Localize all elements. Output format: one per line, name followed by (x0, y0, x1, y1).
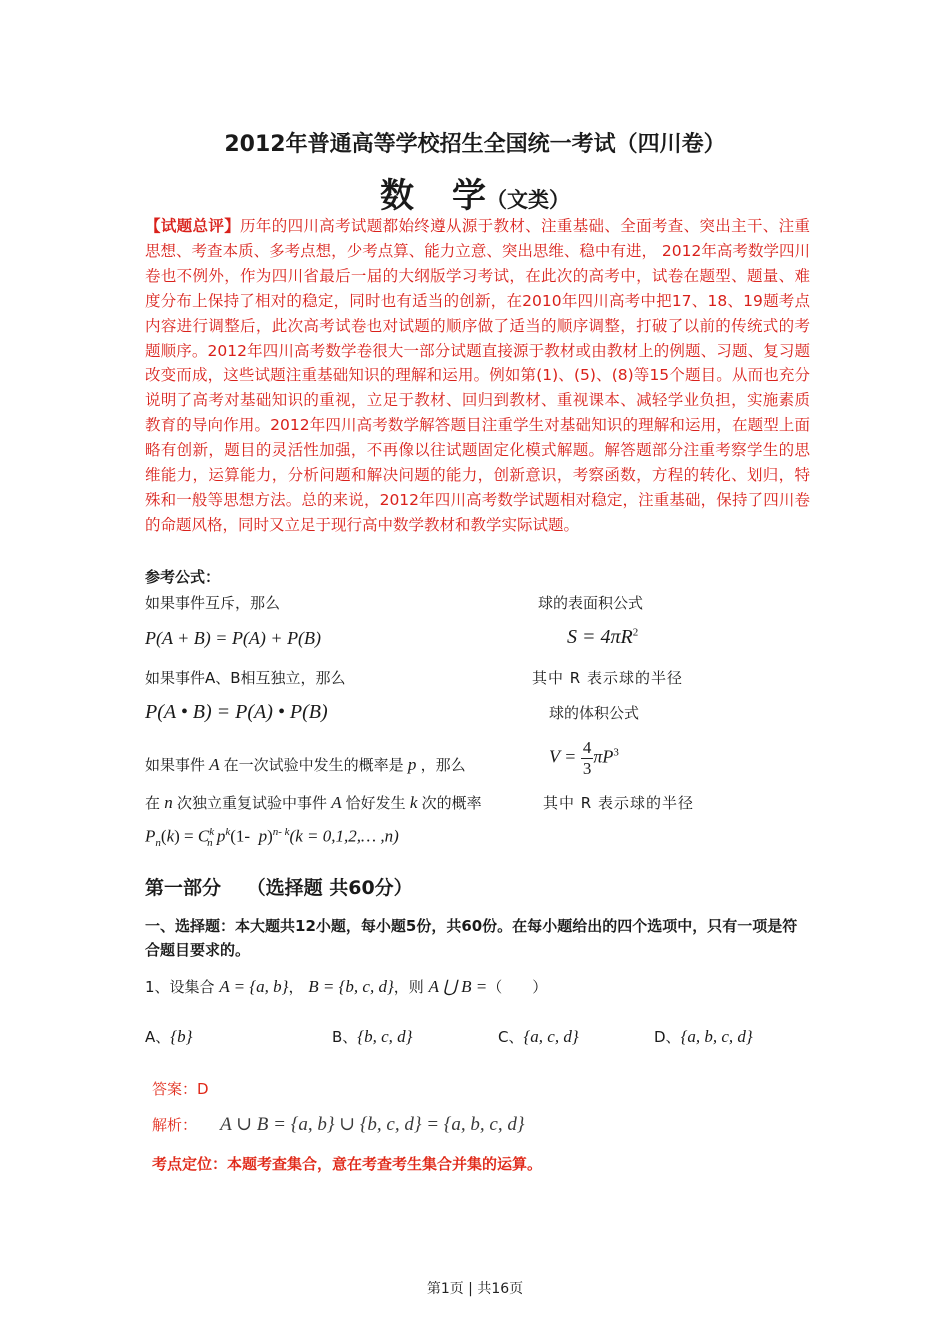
option-value: {b, c, d} (357, 1027, 413, 1046)
review-label: 【试题总评】 (145, 217, 241, 235)
page-footer: 第1页 | 共16页 (426, 1281, 524, 1297)
review-text: 历年的四川高考试题都始终遵从源于教材、注重基础、全面考查、突出主干、注重思想、考查本质、多考点想，少考点算、能力立意、突出思维、稳中有进， 2012年高考数学四川卷也不例外，作为四川省最后一届的大纲版学习考试，在此次的高考中，试卷在题型、题量、难度分布上保持了相对的稳定，同时也有适当的创新，在2010年四川高考中把17、18、19题考点内容进行调整后，此次高考试卷也对试题的顺序做了适当的顺序调整，打破了以前的传统式的考题顺序。2012年四川高考数学卷很大一部分试题直接源于教材或由教材上的例题、习题、复习题改变而成，这些试题注重基础知识的理解和运用。例如第(1)、(5)、(8)等15个题目。从而也充分说明了高考对基础知识的重视，立足于教材、回归到教材、重视课本、减轻学业负担，实施素质教育的导向作用。2012年四川高考数学解答题目注重学生对基础知识的理解和运用，在题型上面略有创新，题目的灵活性加强，不再像以往试题固定化模式解题。解答题部分注重考察学生的思维能力，运算能力，分析问题和解决问题的能力，创新意识，考察函数，方程的转化、划归，特殊和一般等思想方法。总的来说，2012年四川高考数学试题相对稳定，注重基础，保持了四川卷的命题风格，同时又立足于现行高中数学教材和教学实际试题。 (145, 217, 810, 534)
exam-review-paragraph (145, 214, 810, 538)
q1-set-b: B = {b, c, d} (308, 977, 394, 996)
subject-char-1: 数 (380, 176, 414, 216)
volume-fraction (581, 738, 594, 779)
analysis-math: A ∪ B = {a, b} ∪ {b, c, d} = {a, b, c, d} (220, 1114, 525, 1135)
volume-denominator: 3 (582, 759, 592, 778)
volume-lhs: V = (549, 746, 577, 767)
q1-analysis (152, 1113, 524, 1136)
sphere-surface-label: 球的表面积公式 (538, 594, 644, 612)
single-trial-text: 如果事件 A 在一次试验中发生的概率是 p ，那么 (145, 755, 466, 774)
repeat-trial-text: 在 n 次独立重复试验中事件 A 恰好发生 k 次的概率 (145, 793, 482, 812)
option-value: {a, b, c, d} (680, 1027, 753, 1046)
q1-option-c (498, 1026, 579, 1047)
sphere-volume-label: 球的体积公式 (549, 704, 640, 722)
q1-set-a: A = {a, b} (219, 977, 289, 996)
surface-formula-text: S = 4πR (567, 626, 633, 648)
option-value: {b} (170, 1027, 193, 1046)
subject-category: （文类） (486, 188, 570, 212)
part1-instruction: 一、选择题：本大题共12小题，每小题5份，共60份。在每小题给出的四个选项中，只有一项是符合题目要求的。 (145, 917, 798, 959)
question-1-stem: 1、设集合 A = {a, b}， B = {b, c, d}，则 A ⋃ B =（ ） (145, 977, 548, 996)
single-trial-pre: 如果事件 (145, 756, 206, 774)
q1-suffix: ，则 (393, 978, 424, 996)
q1-point: 考点定位：本题考查集合，意在考查考生集合并集的运算。 (152, 1155, 543, 1173)
independent-text: 如果事件A、B相互独立，那么 (145, 669, 346, 687)
part1-heading: 第一部分 （选择题 共60分） (145, 877, 413, 899)
volume-rhs: πP (593, 746, 614, 767)
mutual-exclusive-text: 如果事件互斥，那么 (145, 594, 281, 612)
exam-subtitle (0, 168, 950, 217)
binomial-range: (k = 0,1,2,… ,n) (289, 826, 399, 846)
option-value: {a, c, d} (523, 1027, 579, 1046)
formula-heading: 参考公式： (145, 568, 221, 586)
q1-option-d (654, 1026, 753, 1047)
single-trial-mid: 在一次试验中发生的概率是 (223, 756, 404, 774)
repeat-post: 次的概率 (421, 794, 482, 812)
q1-option-a (145, 1026, 192, 1047)
sphere-volume-formula: V = $\frac{4}{3}$ $\pi P^3$ (549, 738, 619, 778)
q1-option-b (332, 1026, 412, 1047)
subject-char-2: 学 (452, 176, 486, 216)
radius-note-2: 其中 R 表示球的半径 (543, 794, 694, 812)
option-letter: B、 (332, 1028, 358, 1046)
repeat-mid2: 恰好发生 (345, 794, 406, 812)
multiplication-rule: P(A • B) = P(A) • P(B) (145, 701, 328, 723)
q1-prefix: 1、设集合 (145, 978, 215, 996)
q1-blank: （ ） (487, 978, 548, 996)
repeat-pre: 在 (145, 794, 161, 812)
q1-union: A ⋃ B = (428, 977, 488, 996)
addition-rule: P(A + B) = P(A) + P(B) (145, 628, 322, 648)
option-letter: A、 (145, 1028, 171, 1046)
single-trial-post: ，那么 (420, 756, 466, 774)
sphere-surface-formula: $S = 4\pi R^2$ (567, 626, 639, 648)
option-letter: C、 (498, 1028, 524, 1046)
analysis-label: 解析： (152, 1116, 198, 1134)
radius-note-1: 其中 R 表示球的半径 (532, 669, 683, 687)
repeat-mid1: 次独立重复试验中事件 (177, 794, 328, 812)
exam-title: 2012年普通高等学校招生全国统一考试（四川卷） (224, 132, 726, 157)
volume-numerator: 4 (582, 738, 592, 757)
option-letter: D、 (654, 1028, 681, 1046)
binomial-formula: $P_n(k) = C^k_n$ $p^k(1-$ p)$^{n- k}$(k = 0,1,2,… ,n) (145, 826, 399, 850)
q1-answer: 答案：D (152, 1080, 209, 1098)
